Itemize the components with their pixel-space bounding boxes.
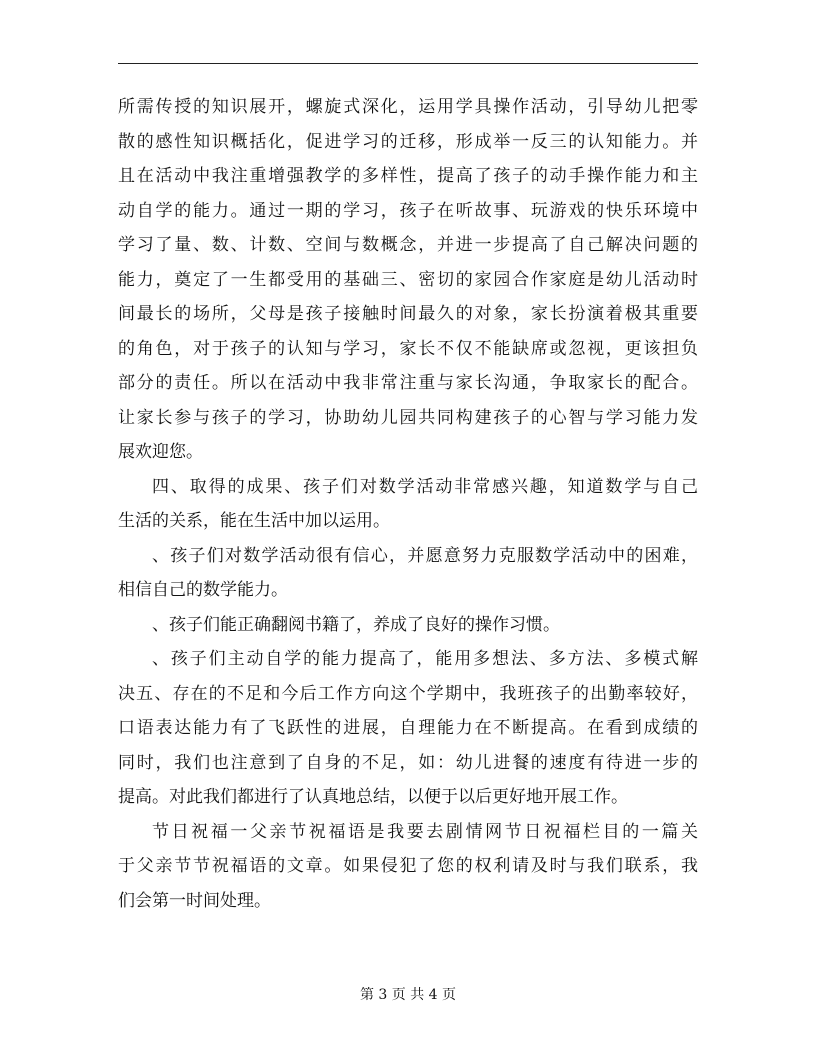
text-line: 相信自己的数学能力。 — [118, 580, 288, 600]
document-body — [118, 90, 698, 918]
text-line: 学习了量、数、计数、空间与数概念，并进一步提高了自己解决问题的 — [118, 235, 698, 255]
text-line: 的角色，对于孩子的认知与学习，家长不仅不能缺席或忽视，更该担负 — [118, 338, 698, 359]
text-line: 、孩子们对数学活动很有信心，并愿意努力克服数学活动中的困难， — [152, 545, 698, 566]
text-line: 节日祝福一父亲节祝福语是我要去剧情网节日祝福栏目的一篇关 — [152, 821, 698, 842]
text-line: 动自学的能力。通过一期的学习，孩子在听故事、玩游戏的快乐环境中 — [118, 200, 698, 221]
text-line: 于父亲节节祝福语的文章。如果侵犯了您的权利请及时与我们联系，我 — [118, 856, 698, 876]
text-line: 决五、存在的不足和今后工作方向这个学期中，我班孩子的出勤率较好， — [118, 683, 698, 704]
text-line: 、孩子们主动自学的能力提高了，能用多想法、多方法、多模式解 — [152, 649, 698, 669]
text-line: 提高。对此我们都进行了认真地总结，以便于以后更好地开展工作。 — [118, 787, 628, 807]
text-line: 间最长的场所，父母是孩子接触时间最久的对象，家长扮演着极其重要 — [118, 304, 698, 324]
text-line: 能力，奠定了一生都受用的基础三、密切的家园合作家庭是幼儿活动时 — [118, 269, 698, 290]
text-line: 口语表达能力有了飞跃性的进展，自理能力在不断提高。在看到成绩的 — [118, 718, 698, 738]
text-line: 让家长参与孩子的学习，协助幼儿园共同构建孩子的心智与学习能力发 — [118, 407, 698, 428]
text-line: 且在活动中我注重增强教学的多样性，提高了孩子的动手操作能力和主 — [118, 166, 698, 186]
text-line: 同时，我们也注意到了自身的不足，如：幼儿进餐的速度有待进一步的 — [118, 752, 698, 773]
text-line: 生活的关系，能在生活中加以运用。 — [118, 511, 390, 531]
text-line: 部分的责任。所以在活动中我非常注重与家长沟通，争取家长的配合。 — [118, 373, 698, 393]
text-line: 展欢迎您。 — [118, 442, 203, 462]
page-footer: 第 3 页 共 4 页 — [359, 987, 457, 1003]
header-rule — [118, 63, 698, 64]
text-line: 所需传授的知识展开，螺旋式深化，运用学具操作活动，引导幼儿把零 — [118, 97, 698, 117]
text-line: 、孩子们能正确翻阅书籍了，养成了良好的操作习惯。 — [152, 614, 560, 635]
text-line: 四、取得的成果、孩子们对数学活动非常感兴趣，知道数学与自己 — [152, 476, 698, 497]
text-line: 们会第一时间处理。 — [118, 890, 271, 911]
text-line: 散的感性知识概括化，促进学习的迁移，形成举一反三的认知能力。并 — [118, 131, 698, 152]
